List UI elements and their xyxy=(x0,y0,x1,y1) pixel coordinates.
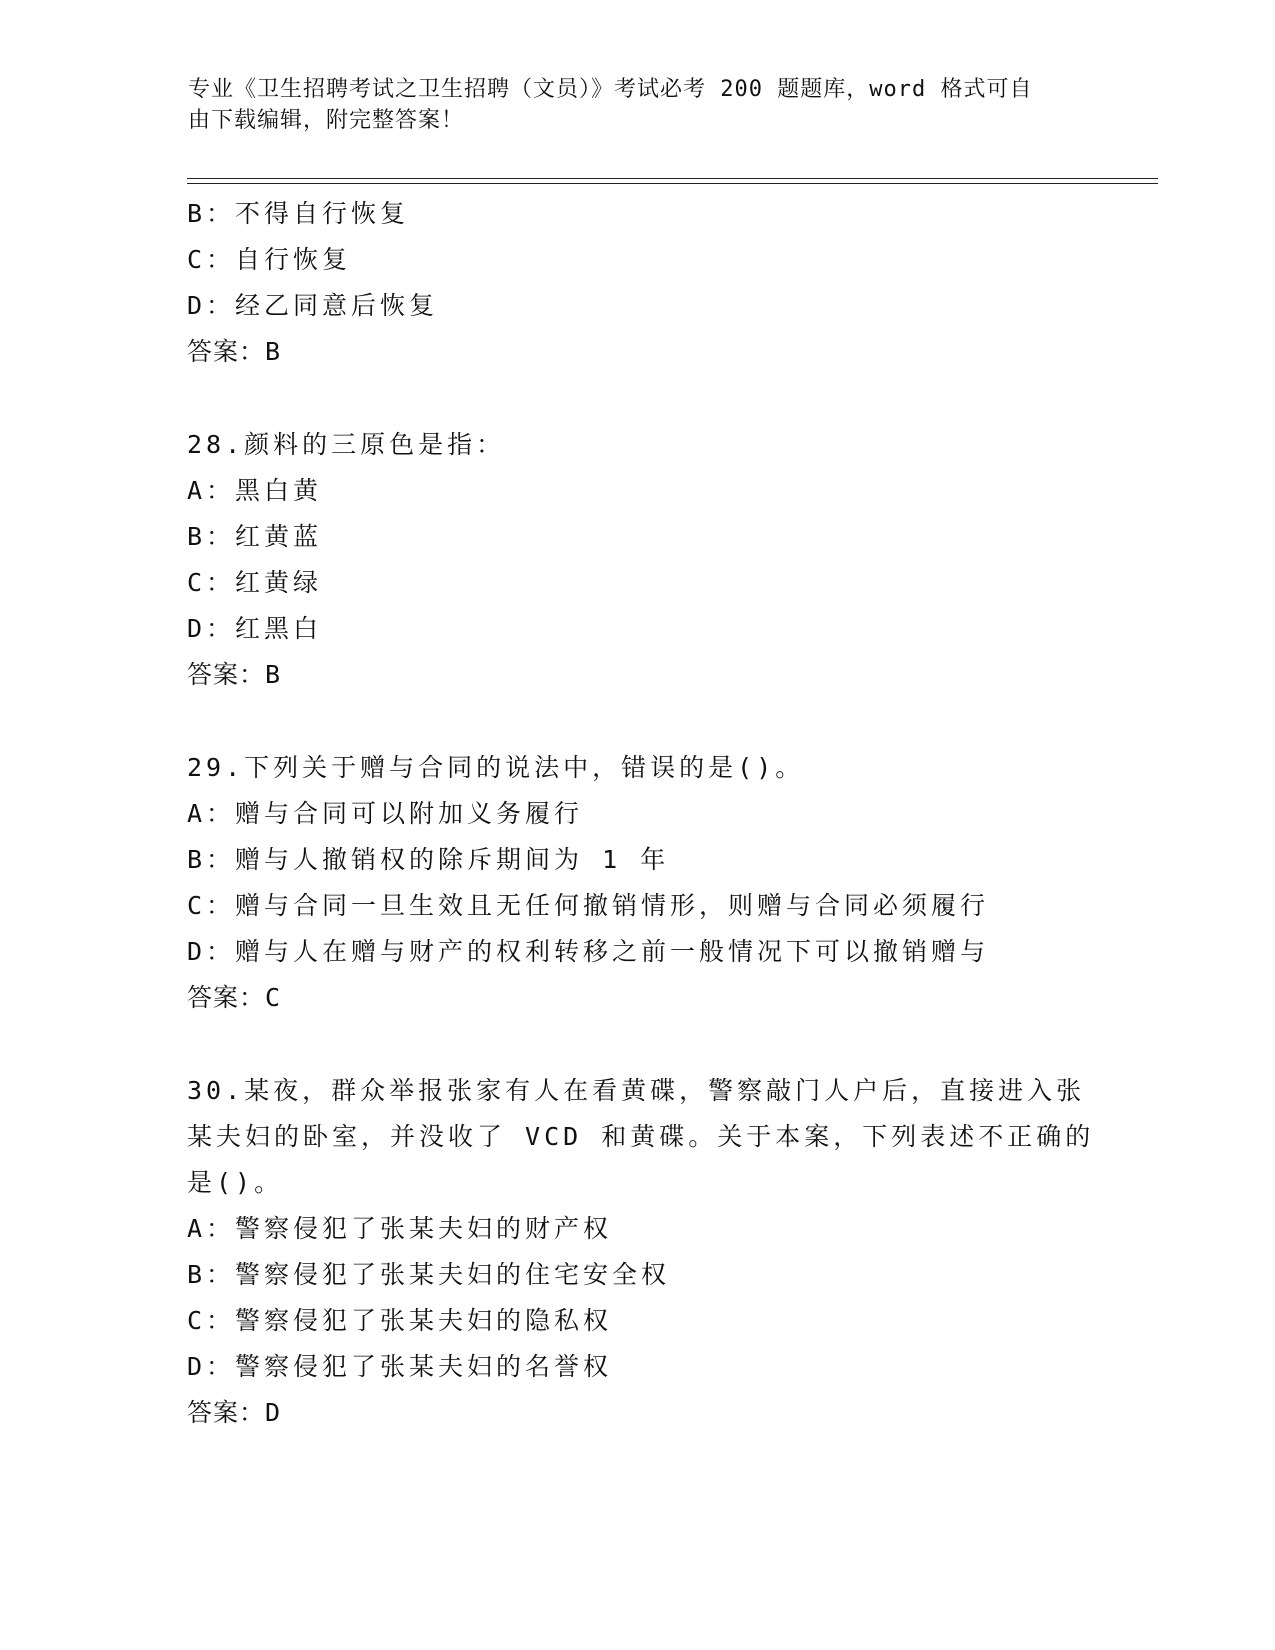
question-stem: 29.下列关于赠与合同的说法中，错误的是()。 xyxy=(187,753,805,782)
option-d: D：红黑白 xyxy=(187,614,323,643)
question-gap xyxy=(187,1021,1087,1068)
question-30 xyxy=(187,1068,1095,1436)
option-d: D：赠与人在赠与财产的权利转移之前一般情况下可以撤销赠与 xyxy=(187,937,990,966)
answer-line: 答案：B xyxy=(187,660,282,689)
answer-line: 答案：D xyxy=(187,1398,282,1427)
option-a: A：警察侵犯了张某夫妇的财产权 xyxy=(187,1214,613,1243)
option-d: D：警察侵犯了张某夫妇的名誉权 xyxy=(187,1352,613,1381)
question-stem: 28.颜料的三原色是指： xyxy=(187,430,506,459)
option-b: B：赠与人撤销权的除斥期间为 1 年 xyxy=(187,845,670,874)
header-line-2: 由下载编辑，附完整答案！ xyxy=(188,108,465,133)
question-stem-line-3: 是()。 xyxy=(187,1168,284,1197)
option-a: A：赠与合同可以附加义务履行 xyxy=(187,799,584,828)
document-header xyxy=(188,74,1078,136)
question-28 xyxy=(187,422,1087,698)
question-gap xyxy=(187,375,1087,422)
question-gap xyxy=(187,698,1087,745)
header-line-1: 专业《卫生招聘考试之卫生招聘（文员）》考试必考 200 题题库，word 格式可自 xyxy=(188,77,1033,102)
option-d: D：经乙同意后恢复 xyxy=(187,291,439,320)
answer-line: 答案：B xyxy=(187,337,282,366)
option-a: A：黑白黄 xyxy=(187,476,323,505)
option-c: C：自行恢复 xyxy=(187,245,352,274)
option-b: B：不得自行恢复 xyxy=(187,199,410,228)
option-c: C：赠与合同一旦生效且无任何撤销情形，则赠与合同必须履行 xyxy=(187,891,990,920)
question-27-continued xyxy=(187,191,1087,375)
header-divider-top xyxy=(187,178,1158,179)
option-b: B：红黄蓝 xyxy=(187,522,323,551)
answer-line: 答案：C xyxy=(187,983,282,1012)
question-29 xyxy=(187,745,1087,1021)
question-content xyxy=(187,191,1095,1436)
header-divider-bottom xyxy=(187,183,1158,184)
question-stem-line-2: 某夫妇的卧室，并没收了 VCD 和黄碟。关于本案，下列表述不正确的 xyxy=(187,1122,1095,1151)
option-c: C：警察侵犯了张某夫妇的隐私权 xyxy=(187,1306,613,1335)
option-c: C：红黄绿 xyxy=(187,568,323,597)
option-b: B：警察侵犯了张某夫妇的住宅安全权 xyxy=(187,1260,671,1289)
question-stem-line-1: 30.某夜，群众举报张家有人在看黄碟，警察敲门人户后，直接进入张 xyxy=(187,1076,1086,1105)
